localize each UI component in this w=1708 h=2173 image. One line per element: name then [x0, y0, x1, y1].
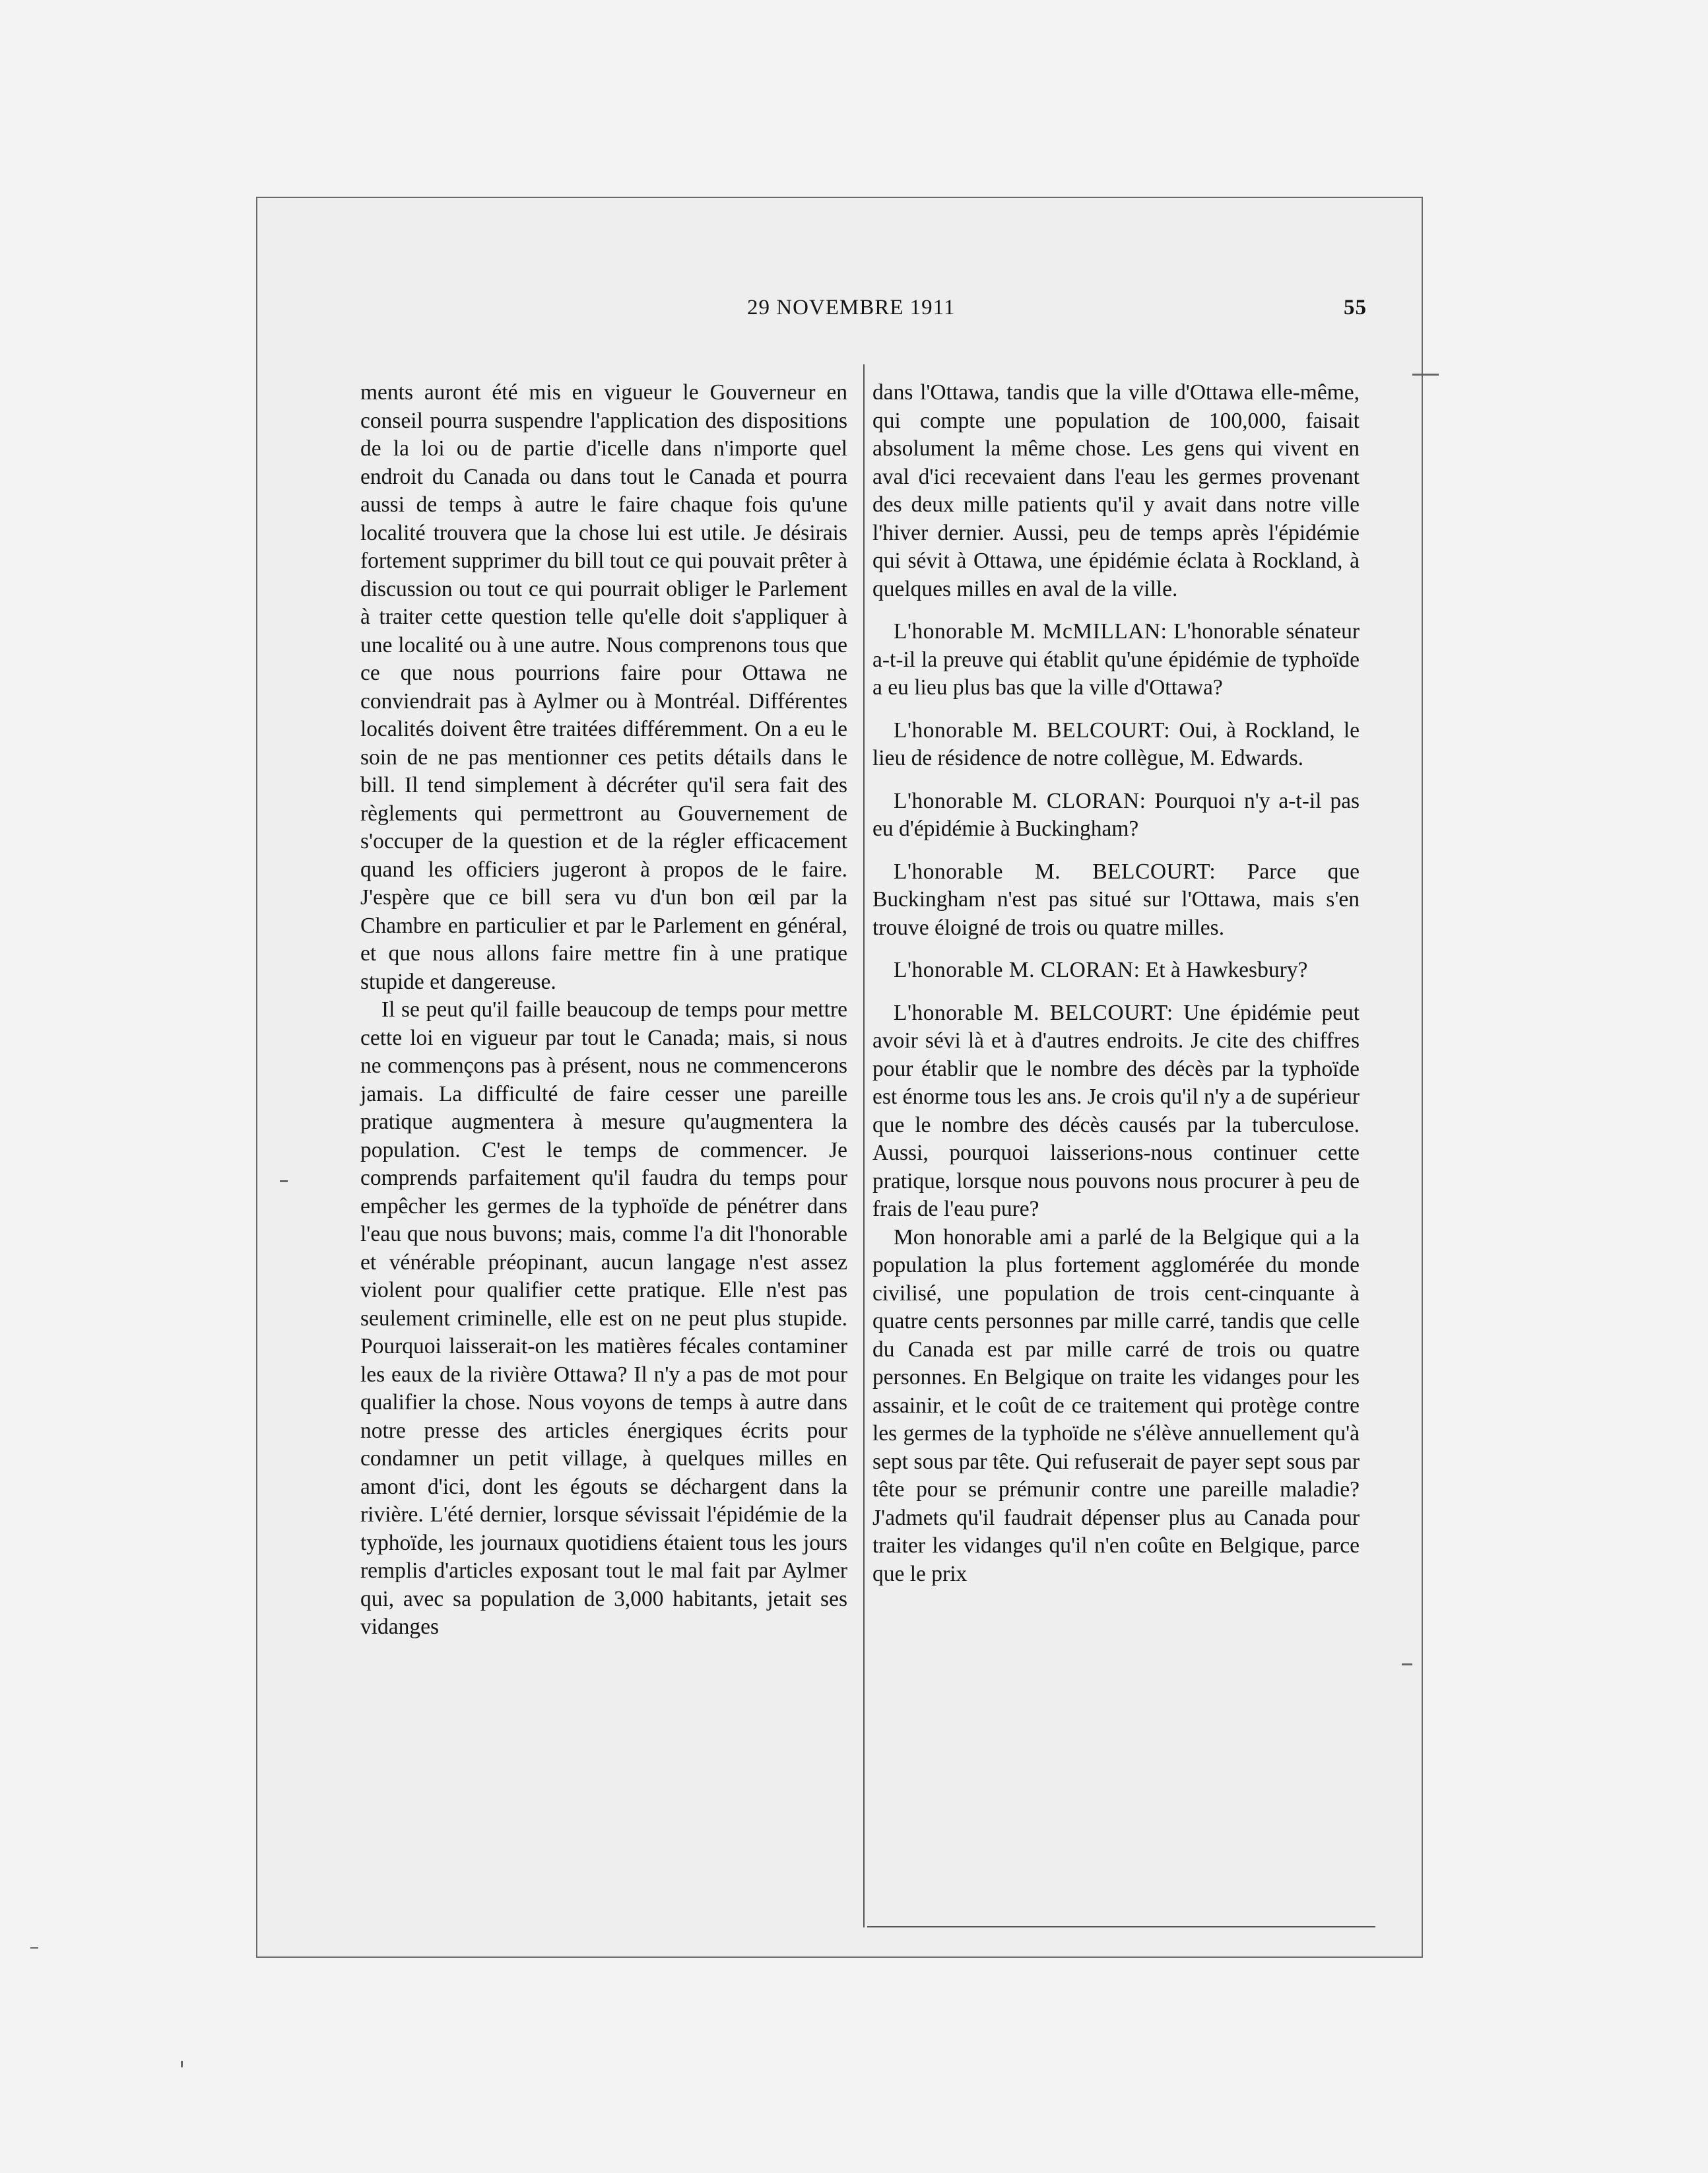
speech-belcourt-3	[872, 999, 1360, 1224]
speech-belcourt-1	[872, 717, 1360, 773]
column-divider	[863, 364, 865, 1927]
speaker-name: L'honorable M. McMILLAN:	[894, 619, 1167, 644]
speech-mcmillan	[872, 618, 1360, 702]
header-date: 29 NOVEMBRE 1911	[747, 296, 956, 319]
speech-text: Parce que Buckingham n'est pas situé sur l'Ottawa, mais s'en trouve éloigné de trois ou quatre milles.	[872, 859, 1360, 940]
scan-mark	[30, 1947, 38, 1949]
right-column	[872, 379, 1360, 1588]
speech-text: L'honorable sénateur a-t-il la preuve qui établit qu'une épidémie de typhoïde a eu lieu plus bas que la ville d'Ottawa?	[872, 619, 1360, 700]
speaker-name: L'honorable M. BELCOURT:	[894, 1000, 1173, 1025]
right-paragraph-1: dans l'Ottawa, tandis que la ville d'Ottawa elle-même, qui compte une population de 100,000, faisait absolument la même chose. Les gens qui vivent en aval d'ici recevaient dans l'eau les germes provenant des deux mille patients qu'il y avait dans notre ville l'hiver dernier. Aussi, peu de temps après l'épidémie qui sévit à Ottawa, une épidémie éclata à Rockland, à quelques milles en aval de la ville.	[872, 380, 1360, 601]
speaker-name: L'honorable M. CLORAN:	[894, 958, 1140, 982]
scan-mark	[280, 1180, 288, 1182]
right-paragraph-8: Mon honorable ami a parlé de la Belgique qui a la population la plus fortement agglomérée du monde civilisé, une population de trois cent-cinquante à quatre cents personnes par mille carré, tandis que celle du Canada est par mille carré de trois ou quatre personnes. En Belgique on traite les vidanges pour les assainir, et le coût de ce traitement qui protège contre les germes de la typhoïde ne s'élève annuellement qu'à sept sous par tête. Qui refuserait de payer sept sous par tête pour se prémunir contre une pareille maladie? J'admets qu'il faudrait dépenser plus au Canada pour traiter les vidanges qu'il n'en coûte en Belgique, parce que le prix	[872, 1224, 1360, 1586]
speech-belcourt-2	[872, 858, 1360, 943]
left-paragraph-1: ments auront été mis en vigueur le Gouverneur en conseil pourra suspendre l'application des dispositions de la loi ou de partie d'icelle dans n'importe quel endroit du Canada ou dans tout le Canada et pourra aussi de temps à autre le faire chaque fois qu'une localité trouvera que la chose lui est utile. Je désirais fortement supprimer du bill tout ce qui pouvait prêter à discussion ou tout ce qui pourrait obliger le Parlement à traiter cette question telle qu'elle doit s'appliquer à une localité ou à une autre. Nous comprenons tous que ce que nous pourrions faire pour Ottawa ne conviendrait pas à Aylmer ou à Montréal. Différentes localités doivent être traitées différemment. On a eu le soin de ne pas mentionner ces petits détails dans le bill. Il tend simplement à décréter qu'il sera fait des règlements qui permettront au Gouvernement de s'occuper de la question et de la régler efficacement quand les officiers jugeront à propos de le faire. J'espère que ce bill sera vu d'un bon œil par la Chambre en particulier et par le Parlement en général, et que nous allons faire mettre fin à une pratique stupide et dangereuse.	[360, 380, 847, 994]
speech-cloran-2	[872, 956, 1360, 985]
running-head	[0, 296, 1708, 329]
bottom-rule	[867, 1926, 1375, 1927]
speaker-name: L'honorable M. BELCOURT:	[894, 718, 1171, 743]
speech-text: Pourquoi n'y a-t-il pas eu d'épidémie à Buckingham?	[872, 788, 1360, 841]
speech-text: Une épidémie peut avoir sévi là et à d'autres endroits. Je cite des chiffres pour établir que le nombre des décès par la typhoïde est énorme tous les ans. Je crois qu'il n'y a de supérieur que le nombre des décès causés par la tuberculose. Aussi, pourquoi laisserions-nous continuer cette pratique, lorsque nous pouvons nous procurer à peu de frais de l'eau pure?	[872, 1000, 1360, 1221]
speech-text: Oui, à Rockland, le lieu de résidence de notre collègue, M. Edwards.	[872, 718, 1360, 770]
speaker-name: L'honorable M. CLORAN:	[894, 788, 1146, 813]
left-column	[360, 379, 847, 1642]
speech-cloran-1	[872, 787, 1360, 844]
scan-mark	[1412, 374, 1439, 376]
left-paragraph-2: Il se peut qu'il faille beaucoup de temps pour mettre cette loi en vigueur par tout le Canada; mais, si nous ne commençons pas à présent, nous ne commencerons jamais. La difficulté de faire cesser une pareille pratique augmentera à mesure qu'augmentera la population. C'est le temps de commencer. Je comprends parfaitement qu'il faudra du temps pour empêcher les germes de la typhoïde de pénétrer dans l'eau que nous buvons; mais, comme l'a dit l'honorable et vénérable préopinant, aucun langage n'est assez violent pour qualifier cette pratique. Elle n'est pas seulement criminelle, elle est on ne peut plus stupide. Pourquoi laisserait-on les matières fécales contaminer les eaux de la rivière Ottawa? Il n'y a pas de mot pour qualifier la chose. Nous voyons de temps à autre dans notre presse des articles énergiques écrits pour condamner un petit village, à quelques milles en amont d'ici, dont les égouts se déchargent dans la rivière. L'été dernier, lorsque sévissait l'épidémie de la typhoïde, les journaux quotidiens étaient tous les jours remplis d'articles exposant tout le mal fait par Aylmer qui, avec sa population de 3,000 habitants, jetait ses vidanges	[360, 997, 847, 1639]
scan-mark	[1402, 1663, 1412, 1665]
speech-text: Et à Hawkesbury?	[1145, 958, 1308, 982]
speaker-name: L'honorable M. BELCOURT:	[894, 859, 1216, 884]
page-number: 55	[1344, 296, 1367, 319]
scan-mark	[181, 2061, 183, 2067]
